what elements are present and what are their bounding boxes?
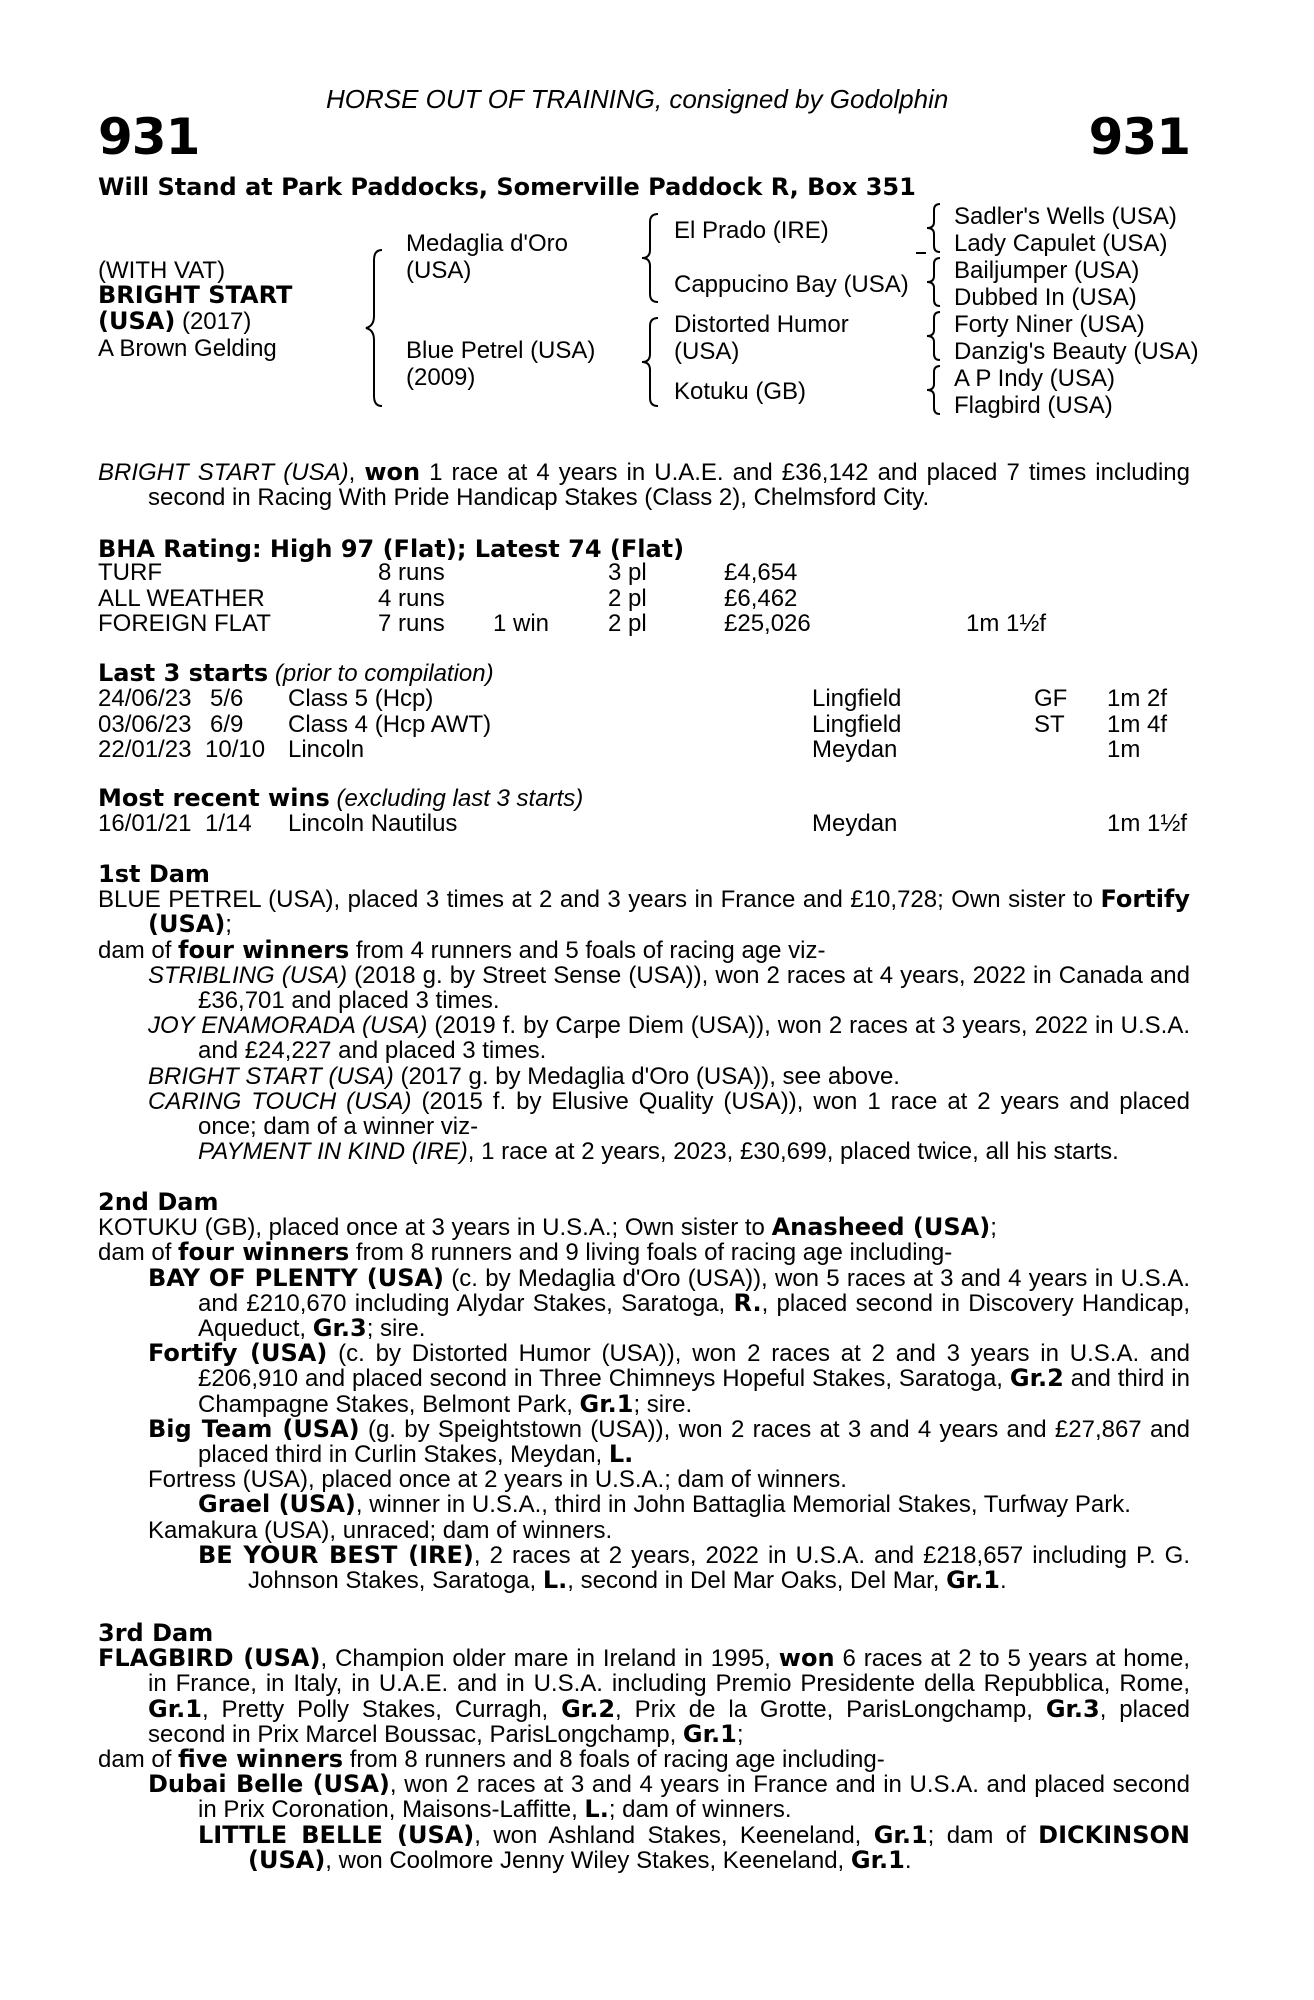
sire-sire-sire: Sadler's Wells (USA) [954, 203, 1177, 230]
last3-header [98, 661, 494, 686]
lot-number-right: 931 [1088, 108, 1190, 166]
recent-win-course-cell: Meydan [812, 810, 898, 837]
first-dam-punct: ; [225, 911, 232, 939]
rating-runs-cell: 4 runs [378, 584, 445, 612]
grade-badge: L. [608, 1440, 634, 1469]
offspring-stribling [98, 963, 1190, 1013]
offspring-name: PAYMENT IN KIND (IRE) [198, 1138, 468, 1166]
offspring-fortress: Fortress (USA), placed once at 2 years in U.S.A.; dam of winners. [148, 1466, 847, 1494]
horse-name: BRIGHT START [98, 281, 293, 309]
offspring-caring-touch [98, 1089, 1190, 1139]
offspring-bay-of-plenty [98, 1263, 1190, 1343]
offspring-text: (g. by Speightstown (USA)), won 2 races at 3 and 4 years and £27,867 and placed third in Curlin Stakes, Meydan, [198, 1415, 1190, 1469]
dam-sire-sire: Forty Niner (USA) [954, 311, 1145, 338]
last3-dist-cell: 1m [1107, 736, 1141, 763]
second-dam-punct: ; [990, 1214, 997, 1242]
offspring-dubai-belle [98, 1772, 1190, 1822]
offspring-text: (2017 g. by Medaglia d'Oro (USA)), see above. [393, 1062, 900, 1090]
offspring-fortify [98, 1341, 1190, 1417]
dam-sire: Distorted Humor [674, 311, 849, 338]
grade-badge: Gr.3 [312, 1314, 367, 1343]
dam-dam-sire: A P Indy (USA) [954, 365, 1115, 392]
offspring-text: (c. by Medaglia d'Oro (USA)), won 5 races at 3 and 4 years in U.S.A. and £210,670 including Alydar Stakes, Saratoga, [198, 1264, 1190, 1317]
last3-pos-cell: 5/6 [210, 685, 244, 712]
rating-runs-cell: 7 runs [378, 610, 445, 637]
third-dam-text: , Pretty Polly Stakes, Curragh, [201, 1695, 562, 1723]
third-dam-text: , placed second in Prix Marcel Boussac, ParisLongchamp, [148, 1695, 1191, 1748]
offspring-text: , 1 race at 2 years, 2023, £30,699, placed twice, all his starts. [467, 1138, 1119, 1166]
produce-winners: five winners [178, 1745, 344, 1774]
recent-wins-note: (excluding last 3 starts) [329, 785, 584, 812]
sire-dam-dam: Dubbed In (USA) [954, 284, 1137, 311]
offspring-text: , won Ashland Stakes, Keeneland, [474, 1821, 874, 1849]
dam-sire-dam: Danzig's Beauty (USA) [954, 338, 1199, 365]
last3-race-cell: Class 5 (Hcp) [288, 685, 434, 712]
offspring-text: , winner in U.S.A., third in John Battaglia Memorial Stakes, Turfway Park. [355, 1491, 1131, 1519]
offspring-text: ; sire. [366, 1315, 426, 1343]
recent-win-dist-cell: 1m 1½f [1107, 810, 1188, 837]
rating-dist-cell: 1m 1½f [966, 610, 1047, 637]
offspring-text: , won Coolmore Jenny Wiley Stakes, Keeneland, [325, 1846, 851, 1874]
offspring-name: DICKINSON (USA) [248, 1820, 1190, 1874]
last3-pos-cell: 6/9 [210, 710, 244, 738]
grade-badge: Gr.2 [1009, 1364, 1064, 1393]
horse-year: (2017) [175, 308, 252, 335]
grade-badge: L. [542, 1566, 568, 1595]
ss-to-sd-connector [914, 238, 928, 268]
grade-badge: L. [584, 1795, 609, 1824]
sire-origin: (USA) [406, 257, 472, 284]
third-dam-punct: ; [736, 1720, 744, 1748]
third-dam-para [98, 1646, 1190, 1747]
offspring-name: Fortify (USA) [148, 1339, 328, 1368]
sire-dam-brace [360, 248, 390, 408]
rating-surface-cell: FOREIGN FLAT [98, 610, 271, 637]
second-dam-title: 2nd Dam [98, 1188, 219, 1216]
grade-badge: Gr.1 [946, 1566, 1001, 1595]
third-dam-name: FLAGBIRD (USA) [98, 1644, 321, 1673]
horse-origin: (USA) [98, 307, 176, 335]
last3-date-cell: 24/06/23 [98, 685, 192, 712]
dam-parents-brace [636, 316, 666, 408]
offspring-text: (2018 g. by Street Sense (USA)), won 2 races at 4 years, 2022 in Canada and £36,701 and placed 3 times. [198, 961, 1190, 1015]
last3-date-cell: 22/01/23 [98, 736, 192, 763]
last3-dist-cell: 1m 4f [1107, 710, 1168, 738]
offspring-text: , placed second in Discovery Handicap, Aqueduct, [198, 1289, 1190, 1343]
summary-text1: 1 race at 4 years in U.A.E. and £36,142 and placed 7 times [420, 459, 1087, 486]
last3-race-cell: Class 4 (Hcp AWT) [288, 710, 492, 738]
offspring-text: . [904, 1846, 912, 1874]
second-dam-text: KOTUKU (GB), placed once at 3 years in U.S.A.; Own sister to [98, 1214, 772, 1242]
offspring-little-belle [98, 1820, 1190, 1874]
third-dam-produce [98, 1747, 1190, 1772]
produce-winners: four winners [178, 1238, 350, 1267]
summary-won: won [364, 458, 421, 486]
offspring-name: STRIBLING (USA) [148, 961, 348, 989]
second-dam-produce [98, 1240, 1190, 1265]
rating-placed-cell: 2 pl [608, 610, 647, 637]
ds-brace [922, 310, 944, 362]
last3-dist-cell: 1m 2f [1107, 685, 1168, 712]
third-dam-won: won [778, 1644, 835, 1673]
last3-note: (prior to compilation) [268, 660, 494, 687]
first-dam-para [98, 887, 1190, 937]
last3-title: Last 3 starts [98, 659, 269, 687]
offspring-text: (2019 f. by Carpe Diem (USA)), won 2 races at 3 years, 2022 in U.S.A. and £24,227 and placed 3 times. [198, 1012, 1190, 1065]
second-dam-section [98, 1190, 1190, 1593]
offspring-text: and third in Champagne Stakes, Belmont Park, [198, 1365, 1190, 1418]
first-dam-produce [98, 935, 1190, 964]
offspring-name: LITTLE BELLE (USA) [198, 1820, 475, 1849]
last3-date-cell: 03/06/23 [98, 710, 192, 738]
produce-prefix: dam of [98, 1239, 179, 1267]
offspring-grael [98, 1492, 1190, 1517]
grade-badge: Gr.1 [148, 1694, 202, 1723]
produce-suffix: from 8 runners and 8 foals of racing age including- [343, 1746, 885, 1774]
first-dam-sister: Fortify (USA) [148, 885, 1190, 939]
offspring-name: Grael (USA) [198, 1490, 356, 1519]
offspring-big-team [98, 1414, 1190, 1469]
stabling-location: Will Stand at Park Paddocks, Somerville Paddock R, Box 351 [98, 173, 916, 201]
dd-brace [922, 364, 944, 416]
offspring-name: CARING TOUCH (USA) [148, 1087, 412, 1115]
offspring-text: (2015 f. by Elusive Quality (USA)), won 1 race at 2 years and placed once; dam of a winner viz- [198, 1087, 1190, 1141]
grade-badge: Gr.1 [873, 1820, 928, 1849]
offspring-text: (c. by Distorted Humor (USA)), won 2 races at 2 and 3 years in U.S.A. and £206,910 and placed second in Three Chimneys Hopeful Stakes, Saratoga, [198, 1340, 1191, 1393]
sire-sire: El Prado (IRE) [674, 217, 829, 244]
offspring-text: . [1000, 1567, 1007, 1595]
lot-number-left: 931 [98, 108, 200, 166]
second-dam-sister: Anasheed (USA) [771, 1213, 991, 1242]
dam-dam: Kotuku (GB) [674, 378, 807, 405]
sire-parents-brace [636, 212, 666, 304]
last3-course-cell: Lingfield [812, 710, 902, 738]
rating-runs-cell: 8 runs [378, 559, 445, 586]
grade-badge: Gr.1 [579, 1389, 634, 1418]
offspring-name: BE YOUR BEST (IRE) [198, 1540, 474, 1569]
grade-badge: Gr.1 [850, 1845, 905, 1874]
dam-year: (2009) [406, 364, 476, 391]
first-dam-section [98, 862, 1190, 1164]
produce-prefix: dam of [98, 936, 179, 964]
dam-sire-origin: (USA) [674, 338, 740, 365]
sire-name: Medaglia d'Oro [406, 230, 568, 257]
consignment-header: HORSE OUT OF TRAINING, consigned by Godolphin [326, 84, 949, 114]
offspring-payment-in-kind [98, 1139, 1190, 1164]
last3-going-cell: ST [1034, 710, 1065, 738]
offspring-joy-enamorada [98, 1013, 1190, 1063]
summary-horse-name: BRIGHT START (USA) [98, 459, 349, 486]
third-dam-section [98, 1621, 1190, 1873]
offspring-text: ; dam of winners. [608, 1796, 792, 1824]
recent-win-race-cell: Lincoln Nautilus [288, 810, 458, 837]
produce-suffix: from 4 runners and 5 foals of racing age viz- [349, 936, 826, 964]
rating-placed-cell: 2 pl [608, 584, 647, 612]
second-dam-para [98, 1215, 1190, 1240]
sire-dam: Cappucino Bay (USA) [674, 271, 909, 298]
rating-wins-cell: 1 win [493, 610, 550, 637]
last3-going-cell: GF [1034, 685, 1068, 712]
offspring-name: BRIGHT START (USA) [148, 1062, 394, 1090]
offspring-text: ; sire. [633, 1390, 693, 1418]
grade-badge: Gr.1 [682, 1719, 737, 1748]
bha-rating-title: BHA Rating: High 97 (Flat); Latest 74 (Flat) [98, 535, 685, 563]
last3-race-cell: Lincoln [288, 736, 365, 763]
offspring-name: Dubai Belle (USA) [148, 1770, 390, 1799]
offspring-name: Big Team (USA) [148, 1414, 360, 1443]
produce-suffix: from 8 runners and 9 living foals of racing age including- [349, 1239, 953, 1267]
recent-win-date-cell: 16/01/21 [98, 810, 192, 837]
summary-text2: including second in Racing With Pride Handicap Stakes (Class 2), Chelmsford City. [148, 459, 1190, 512]
offspring-be-your-best [98, 1540, 1191, 1595]
offspring-text: , 2 races at 2 years, 2022 in U.S.A. and £218,657 including P. G. Johnson Stakes, Saratoga, [248, 1541, 1191, 1595]
produce-prefix: dam of [98, 1746, 179, 1774]
third-dam-text: , Prix de la Grotte, ParisLongchamp, [615, 1695, 1046, 1723]
last3-course-cell: Lingfield [812, 685, 902, 712]
offspring-text: , second in Del Mar Oaks, Del Mar, [567, 1567, 947, 1595]
rating-prize-cell: £6,462 [724, 584, 798, 612]
recent-wins-title: Most recent wins [98, 784, 330, 812]
third-dam-text: 6 races at 2 to 5 years at home, in France, in Italy, in U.A.E. and in U.S.A. including Premio Presidente della Repubblica, Rome, [148, 1645, 1190, 1698]
produce-winners: four winners [178, 935, 350, 964]
last3-pos-cell: 10/10 [205, 736, 266, 763]
horse-description: A Brown Gelding [98, 335, 277, 362]
recent-win-pos-cell: 1/14 [205, 810, 252, 837]
dam-name: Blue Petrel (USA) [406, 337, 596, 364]
horse-origin-year [98, 309, 251, 334]
third-dam-title: 3rd Dam [98, 1619, 214, 1647]
rating-prize-cell: £25,026 [724, 610, 811, 637]
first-dam-text: BLUE PETREL (USA), placed 3 times at 2 and 3 years in France and £10,728; Own sister to [98, 886, 1101, 914]
offspring-name: BAY OF PLENTY (USA) [148, 1263, 445, 1292]
offspring-text: , won 2 races at 3 and 4 years in France and in U.S.A. and placed second in Prix Coronation, Maisons-Laffitte, [198, 1771, 1191, 1824]
sire-dam-sire: Bailjumper (USA) [954, 257, 1140, 284]
grade-badge: Gr.2 [561, 1694, 616, 1723]
first-dam-title: 1st Dam [98, 860, 210, 888]
recent-wins-header [98, 786, 583, 811]
grade-badge: Gr.3 [1045, 1694, 1100, 1723]
race-summary: BRIGHT START (USA), won 1 race at 4 years in U.A.E. and £36,142 and placed 7 times including second in Racing With Pride Handicap Stakes (Class 2), Chelmsford City. [98, 458, 1190, 512]
offspring-name: JOY ENAMORADA (USA) [148, 1012, 428, 1040]
grade-badge: R. [733, 1288, 762, 1317]
third-dam-text: , Champion older mare in Ireland in 1995, [320, 1645, 779, 1673]
rating-prize-cell: £4,654 [724, 559, 798, 586]
offspring-text: ; dam of [927, 1821, 1039, 1849]
offspring-kamakura: Kamakura (USA), unraced; dam of winners. [148, 1516, 613, 1544]
offspring-bright-start [98, 1064, 1190, 1089]
dam-dam-dam: Flagbird (USA) [954, 392, 1113, 419]
vat-note: (WITH VAT) [98, 257, 226, 284]
rating-placed-cell: 3 pl [608, 559, 647, 586]
last3-course-cell: Meydan [812, 736, 898, 763]
rating-surface-cell: ALL WEATHER [98, 584, 265, 612]
sire-sire-dam: Lady Capulet (USA) [954, 230, 1168, 257]
rating-surface-cell: TURF [98, 559, 162, 586]
